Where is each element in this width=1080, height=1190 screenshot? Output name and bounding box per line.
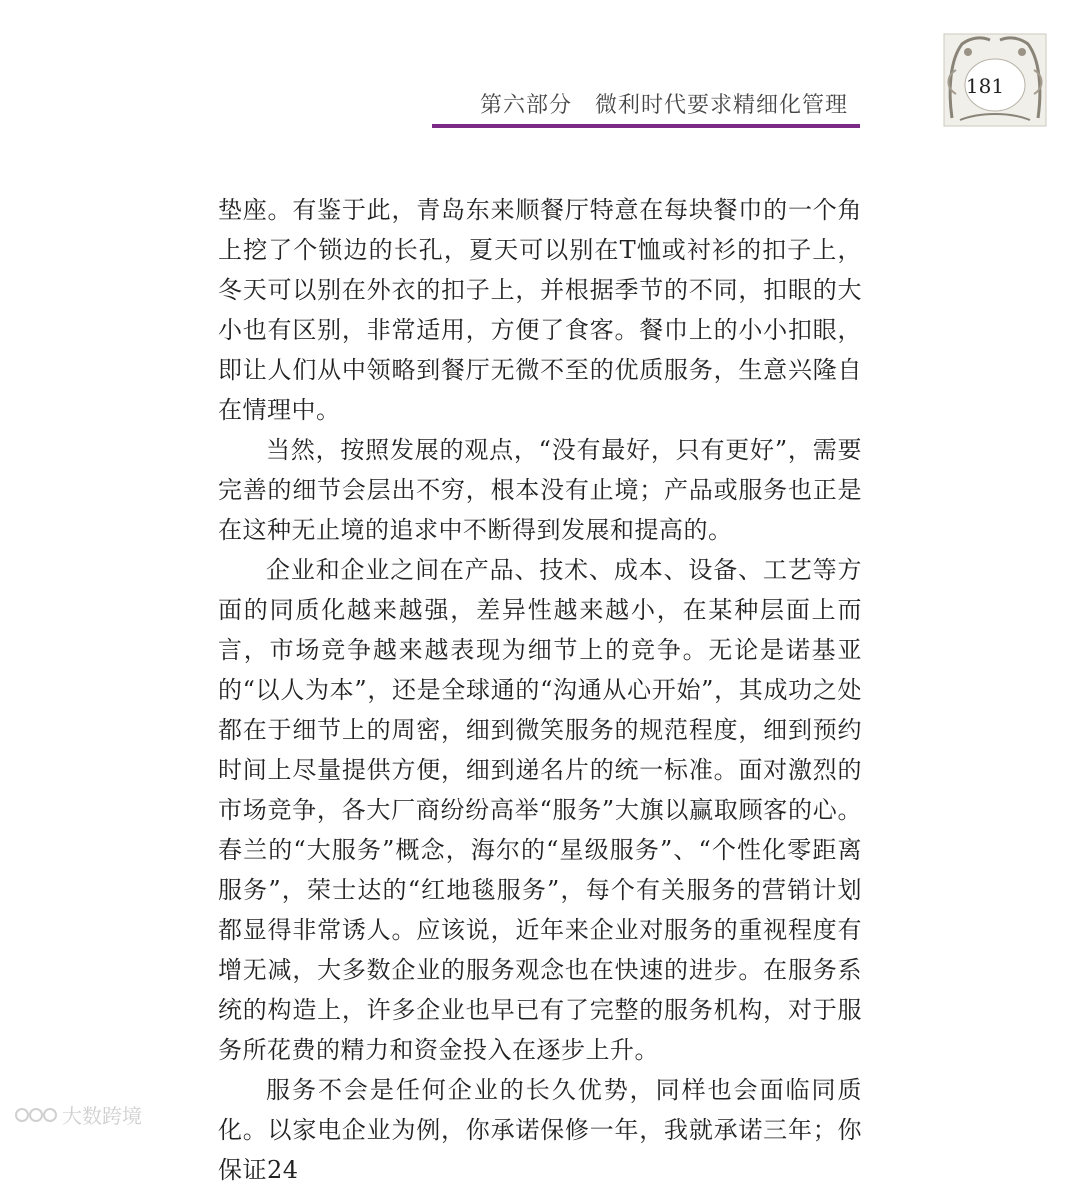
paragraph: 服务不会是任何企业的长久优势，同样也会面临同质化。以家电企业为例，你承诺保修一年，我就承诺三年；你保证24 xyxy=(218,1076,862,1184)
watermark-text: 大数跨境 xyxy=(62,1104,142,1128)
body-text xyxy=(218,190,862,1190)
chapter-title: 第六部分 微利时代要求精细化管理 xyxy=(480,93,849,118)
header-rule xyxy=(432,124,860,128)
paragraph: 企业和企业之间在产品、技术、成本、设备、工艺等方面的同质化越来越强，差异性越来越小，在某种层面上而言，市场竞争越来越表现为细节上的竞争。无论是诺基亚的“以人为本”，还是全球通的“沟通从心开始”，其成功之处都在于细节上的周密，细到微笑服务的规范程度，细到预约时间上尽量提供方便，细到递名片的统一标准。面对激烈的市场竞争，各大厂商纷纷高举“服务”大旗以赢取顾客的心。春兰的“大服务”概念，海尔的“星级服务”、“个性化零距离服务”，荣士达的“红地毯服务”，每个有关服务的营销计划都显得非常诱人。应该说，近年来企业对服务的重视程度有增无减，大多数企业的服务观念也在快速的进步。在服务系统的构造上，许多企业也早已有了完整的服务机构，对于服务所花费的精力和资金投入在逐步上升。 xyxy=(218,556,862,1064)
page-number: 181 xyxy=(965,74,1005,98)
paragraph: 当然，按照发展的观点，“没有最好，只有更好”，需要完善的细节会层出不穷，根本没有止境；产品或服务也正是在这种无止境的追求中不断得到发展和提高的。 xyxy=(218,436,862,544)
watermark xyxy=(14,1100,142,1129)
watermark-logo-icon xyxy=(14,1105,58,1125)
paragraph: 垫座。有鉴于此，青岛东来顺餐厅特意在每块餐巾的一个角上挖了个锁边的长孔，夏天可以别在T恤或衬衫的扣子上，冬天可以别在外衣的扣子上，并根据季节的不同，扣眼的大小也有区别，非常适用，方便了食客。餐巾上的小小扣眼，即让人们从中领略到餐厅无微不至的优质服务，生意兴隆自在情理中。 xyxy=(218,196,862,424)
